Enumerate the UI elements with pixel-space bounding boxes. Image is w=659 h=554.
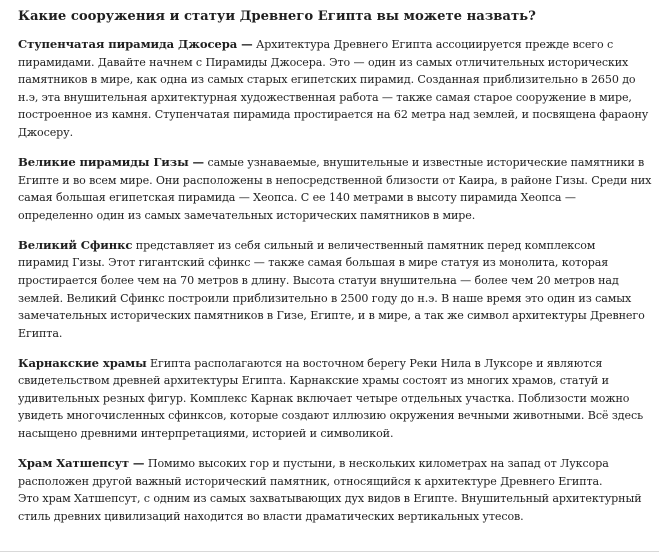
paragraph-lead: Великие пирамиды Гизы — <box>18 154 205 169</box>
paragraph-line: увидеть многочисленных сфинксов, которые создают иллюзию окружения вечными животными. Всё здесь <box>18 409 644 423</box>
bottom-divider <box>0 551 659 552</box>
paragraph-line: простирается более чем на 70 метров в длину. Высота статуи внушительна — более чем 20 метров над <box>18 273 619 287</box>
paragraph-karnak <box>18 355 651 443</box>
paragraph-line <box>18 355 651 373</box>
paragraph-line: построенное из камня. Ступенчатая пирамида простирается на 62 метра над землей, и посвящена фараону <box>18 108 649 122</box>
paragraph-line <box>18 455 651 473</box>
paragraph-text: представляет из себя сильный и величественный памятник перед комплексом <box>132 238 596 252</box>
paragraph-line: Это храм Хатшепсут, с одним из самых захватывающих дух видов в Египте. Внушительный архитектурный <box>18 492 642 506</box>
paragraph-line <box>18 36 651 54</box>
paragraph-lead: Великий Сфинкс <box>18 237 133 252</box>
paragraph-giza <box>18 154 651 224</box>
paragraph-line: определенно один из самых замечательных исторических памятников в мире. <box>18 208 476 222</box>
paragraph-lead: Ступенчатая пирамида Джосера — <box>18 37 253 51</box>
paragraph-line: свидетельством древней архитектуры Египта. Карнакские храмы состоят из многих храмов, статуй и <box>18 374 609 388</box>
paragraph-line: удивительных резных фигур. Комплекс Карнак включает четыре отдельных участка. Поблизости можно <box>18 391 630 405</box>
paragraph-line <box>18 237 651 255</box>
paragraph-text: Помимо высоких гор и пустыни, в нескольких километрах на запад от Луксора <box>144 457 609 471</box>
paragraph-line: памятников в мире, как одна из самых старых египетских пирамид. Созданная приблизительно в 2650 до <box>18 73 636 87</box>
paragraph-line: расположен другой важный исторический памятник, относящийся к архитектуре Древнего Египта. <box>18 474 603 488</box>
paragraph-sphinx <box>18 237 651 343</box>
paragraph-lead: Храм Хатшепсут — <box>18 456 145 471</box>
paragraph-line: Египта. <box>18 326 63 340</box>
paragraph-text: Архитектура Древнего Египта ассоциируется прежде всего с <box>252 38 614 51</box>
paragraph-text: Египта располагаются на восточном берегу Реки Нила в Луксоре и являются <box>146 356 603 370</box>
paragraph-line: самая большая египетская пирамида — Хеопса. С ее 140 метрами в высоту пирамида Хеопса — <box>18 191 576 205</box>
paragraph-line: стиль древних цивилизаций находится во власти драматических вертикальных утесов. <box>18 509 524 523</box>
paragraph-line: землей. Великий Сфинкс построили приблизительно в 2500 году до н.э. В наше время это один из самых <box>18 291 632 305</box>
paragraph-lead: Карнакские храмы <box>18 355 147 370</box>
paragraph-hatshepsut <box>18 455 651 525</box>
paragraph-djoser <box>18 36 651 142</box>
paragraph-line: Египте и во всем мире. Они расположены в непосредственной близости от Каира, в районе Гизы. Среди них <box>18 173 652 187</box>
paragraph-text: самые узнаваемые, внушительные и известные исторические памятники в <box>204 155 645 169</box>
paragraph-line: замечательных исторических памятников в Гизе, Египте, и в мире, а так же символ архитектуры Древнего <box>18 309 645 323</box>
paragraph-line <box>18 154 651 172</box>
paragraph-line: насыщено древними интерпретациями, историей и символикой. <box>18 427 394 441</box>
article-heading: Какие сооружения и статуи Древнего Египта вы можете назвать? <box>18 9 536 24</box>
paragraph-line: пирамидами. Давайте начнем с Пирамиды Джосера. Это — один из самых отличительных исторических <box>18 55 629 69</box>
paragraph-line: пирамид Гизы. Этот гигантский сфинкс — также самая большая в мире статуя из монолита, которая <box>18 256 609 270</box>
paragraph-line: н.э, эта внушительная архитектурная художественная работа — также самая старое сооружение в мире, <box>18 90 632 104</box>
paragraph-line: Джосеру. <box>18 125 74 139</box>
